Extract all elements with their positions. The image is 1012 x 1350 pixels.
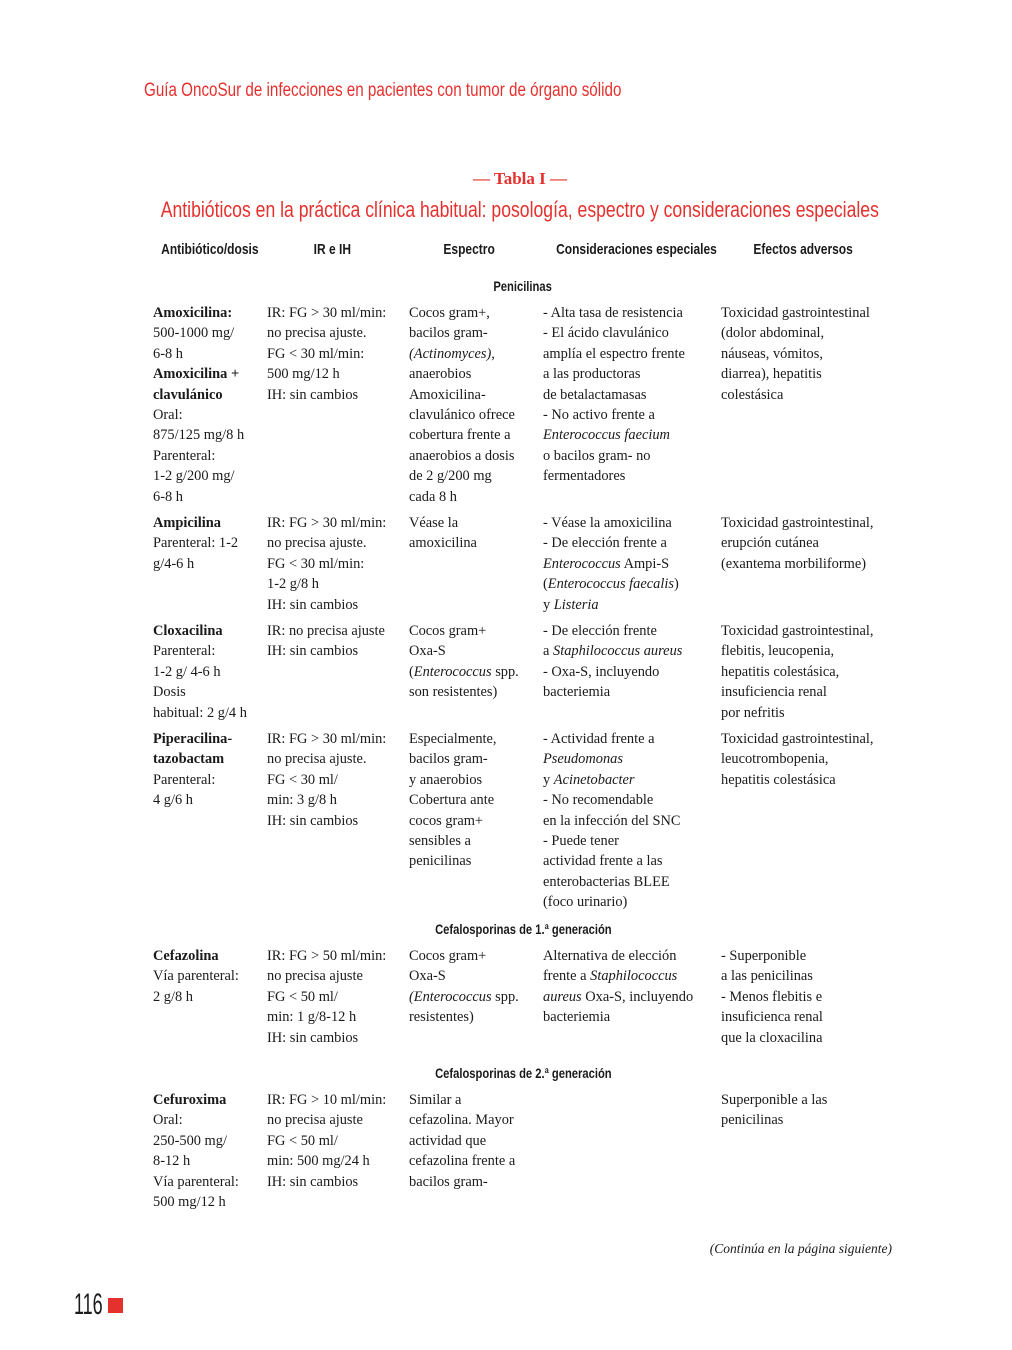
antibiotics-table xyxy=(153,241,893,1211)
cell-considerations: Alternativa de elección frente a Staphilococcus aureus Oxa-S, incluyendo bacteriemia xyxy=(543,948,694,1026)
cell-considerations: - Actividad frente a Pseudomonas y Acinetobacter - No recomendable en la infección del SNC - Puede tener actividad frente a las enterobacterias BLEE (foco urinario) xyxy=(543,731,681,911)
running-header: Guía OncoSur de infecciones en pacientes con tumor de órgano sólido xyxy=(144,80,622,101)
cell-antibiotic-dose xyxy=(153,1090,265,1212)
cell-ir-ih: IR: FG > 30 ml/min: no precisa ajuste. FG < 30 ml/ min: 3 g/8 h IH: sin cambios xyxy=(267,731,387,829)
page-number: 116 xyxy=(74,1288,103,1321)
drug-dose: 500-1000 mg/ 6-8 h xyxy=(153,325,235,362)
column-header-consideraciones: Consideraciones especiales xyxy=(556,241,717,258)
drug-dose: Parenteral: 4 g/6 h xyxy=(153,771,216,809)
cell-ir-ih: IR: FG > 30 ml/min: no precisa ajuste. FG < 30 ml/min: 1-2 g/8 h IH: sin cambios xyxy=(267,515,387,613)
column-header-efectos: Efectos adversos xyxy=(753,241,853,258)
cell-ir-ih: IR: no precisa ajuste IH: sin cambios xyxy=(267,623,385,660)
page-marker-square xyxy=(108,1298,123,1313)
drug-dose: Vía parenteral: 2 g/8 h xyxy=(153,968,239,1005)
column-header-antibiotico: Antibiótico/dosis xyxy=(161,241,259,258)
cell-ir-ih: IR: FG > 30 ml/min: no precisa ajuste. FG < 30 ml/min: 500 mg/12 h IH: sin cambios xyxy=(267,305,387,403)
cell-adverse-effects: Superponible a las penicilinas xyxy=(721,1092,828,1129)
drug-dose: Oral: 875/125 mg/8 h Parenteral: 1-2 g/200 mg/ 6-8 h xyxy=(153,407,245,505)
drug-name: Cloxacilina xyxy=(153,623,223,639)
cell-antibiotic-dose xyxy=(153,303,265,507)
drug-name: Cefuroxima xyxy=(153,1092,227,1108)
drug-dose: Oral: 250-500 mg/ 8-12 h Vía parenteral: 500 mg/12 h xyxy=(153,1112,239,1211)
table-header-row xyxy=(153,241,893,271)
section-penicilinas: Penicilinas xyxy=(493,278,553,294)
cell-spectrum: Véase la amoxicilina xyxy=(409,515,477,552)
table-label: — Tabla I — xyxy=(472,169,567,188)
cell-spectrum: Especialmente, bacilos gram- y anaerobios Cobertura ante cocos gram+ sensibles a penicilinas xyxy=(409,731,497,870)
cell-adverse-effects: Toxicidad gastrointestinal (dolor abdominal, náuseas, vómitos, diarrea), hepatitis colestásica xyxy=(721,305,870,403)
cell-antibiotic-dose xyxy=(153,946,265,1007)
table-title: Antibióticos en la práctica clínica habitual: posología, espectro y consideraciones especiales xyxy=(160,197,880,222)
cell-adverse-effects: - Superponible a las penicilinas - Menos flebitis e insuficienca renal que la cloxacilina xyxy=(721,948,823,1046)
cell-spectrum: Cocos gram+ Oxa-S (Enterococcus spp. resistentes) xyxy=(409,948,519,1026)
section-cefalosporinas-1: Cefalosporinas de 1.ª generación xyxy=(434,921,612,937)
cell-spectrum: Cocos gram+, bacilos gram- (Actinomyces), anaerobios Amoxicilina- clavulánico ofrece cobertura frente a anaerobios a dosis de 2 g/200 mg cada 8 h xyxy=(409,305,515,505)
cell-spectrum: Similar a cefazolina. Mayor actividad que cefazolina frente a bacilos gram- xyxy=(409,1092,516,1190)
table-row-cefazolina xyxy=(153,946,893,1058)
cell-antibiotic-dose xyxy=(153,513,265,574)
table-row-amoxicilina xyxy=(153,303,893,513)
cell-adverse-effects: Toxicidad gastrointestinal, erupción cutánea (exantema morbiliforme) xyxy=(721,515,874,572)
cell-ir-ih: IR: FG > 50 ml/min: no precisa ajuste FG < 50 ml/ min: 1 g/8-12 h IH: sin cambios xyxy=(267,948,387,1046)
drug-name: Cefazolina xyxy=(153,948,219,964)
continuation-note: (Continúa en la página siguiente) xyxy=(709,1241,892,1256)
cell-considerations: - Véase la amoxicilina - De elección frente a Enterococcus Ampi-S (Enterococcus faecalis) y Listeria xyxy=(543,515,679,613)
drug-name: Piperacilina- tazobactam xyxy=(153,731,233,768)
drug-name: Ampicilina xyxy=(153,515,221,531)
drug-name: Amoxicilina: xyxy=(153,305,233,321)
cell-adverse-effects: Toxicidad gastrointestinal, leucotrombopenia, hepatitis colestásica xyxy=(721,731,874,788)
table-row-ampicilina xyxy=(153,513,893,621)
table-row-cefuroxima xyxy=(153,1090,893,1211)
drug-name: Amoxicilina + clavulánico xyxy=(153,366,240,403)
cell-adverse-effects: Toxicidad gastrointestinal, flebitis, leucopenia, hepatitis colestásica, insuficiencia renal por nefritis xyxy=(721,623,874,721)
table-row-cloxacilina xyxy=(153,621,893,729)
drug-dose: Parenteral: 1-2 g/ 4-6 h Dosis habitual: 2 g/4 h xyxy=(153,643,247,721)
cell-spectrum: Cocos gram+ Oxa-S (Enterococcus spp. son resistentes) xyxy=(409,623,519,701)
cell-considerations: - Alta tasa de resistencia - El ácido clavulánico amplía el espectro frente a las productoras de betalactamasas - No activo frente a Enterococcus faecium o bacilos gram- no fermentadores xyxy=(543,305,685,485)
cell-ir-ih: IR: FG > 10 ml/min: no precisa ajuste FG < 50 ml/ min: 500 mg/24 h IH: sin cambios xyxy=(267,1092,387,1190)
cell-antibiotic-dose xyxy=(153,729,265,811)
column-header-espectro: Espectro xyxy=(443,241,495,258)
cell-considerations: - De elección frente a Staphilococcus aureus - Oxa-S, incluyendo bacteriemia xyxy=(543,623,683,701)
cell-antibiotic-dose xyxy=(153,621,265,723)
drug-dose: Parenteral: 1-2 g/4-6 h xyxy=(153,535,239,572)
table-row-piperacilina xyxy=(153,729,893,914)
section-cefalosporinas-2: Cefalosporinas de 2.ª generación xyxy=(434,1065,612,1081)
column-header-ir-ih: IR e IH xyxy=(313,241,351,258)
